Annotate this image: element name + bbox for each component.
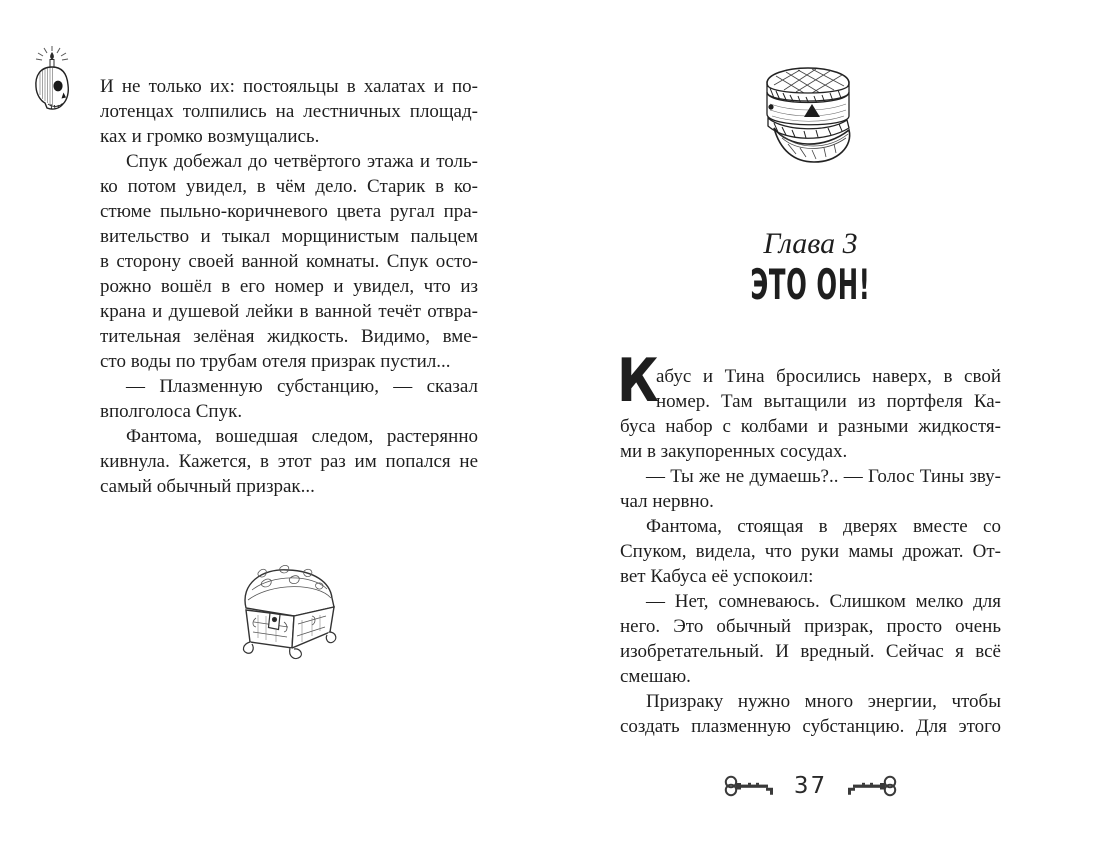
paragraph (620, 689, 1001, 739)
text-line: чал нервно. (620, 491, 714, 512)
text-line: вполголоса Спук. (100, 401, 243, 422)
text-line: ми в закупоренных сосудах. (620, 441, 848, 462)
text-line: номер. Там вытащили из портфеля Ка- (656, 391, 1001, 412)
text-line: ках и громко возмущались. (100, 126, 320, 147)
page-footer (620, 766, 1001, 806)
text-line: Фантома, вошедшая следом, растерянно (126, 426, 478, 447)
text-line: — Плазменную субстанцию, — сказал (126, 376, 478, 397)
text-line: Спук добежал до четвёртого этажа и толь- (126, 151, 478, 172)
text-line: него. Это обычный призрак, просто очень (620, 616, 1001, 637)
text-line: лотенцах толпились на лестничных площад- (100, 101, 478, 122)
text-line: — Ты же не думаешь?.. — Голос Тины зву- (646, 466, 1001, 487)
text-line: тительная зелёная жидкость. Видимо, вме- (100, 326, 478, 347)
paragraph (620, 589, 1001, 689)
paragraph (100, 374, 478, 424)
text-line: И не только их: постояльцы в халатах и по- (100, 76, 478, 97)
text-line: ко потом увидел, в чём дело. Старик в ко- (100, 176, 478, 197)
text-line: самый обычный призрак... (100, 476, 315, 497)
text-line: стюме пыльно-коричневого цвета ругал пра- (100, 201, 478, 222)
text-line: вет Кабуса её успокоил: (620, 566, 814, 587)
text-line: рожно вошёл в его номер и увидел, что из (100, 276, 478, 297)
text-line: смешаю. (620, 666, 691, 687)
text-line: изобретательный. И вредный. Сейчас я всё (620, 641, 1001, 662)
text-line: Спуком, видела, что руки мамы дрожат. От- (620, 541, 1001, 562)
chapter-heading (620, 228, 1001, 307)
text-line: создать плазменную субстанцию. Для этого (620, 716, 1001, 737)
chapter-label: Глава 3 (763, 227, 858, 260)
chapter-title: ЭТО ОН! (750, 260, 871, 309)
text-line: буса набор с колбами и разными жидкостя- (620, 416, 1001, 437)
text-line: Фантома, стоящая в дверях вместе со (646, 516, 1001, 537)
drop-cap: К (617, 346, 659, 416)
bellhop-cap-illustration (754, 60, 866, 174)
text-line: вительство и тыкал морщинистым пальцем (100, 226, 478, 247)
page-number: 37 (793, 773, 828, 799)
text-line: сто воды по трубам отеля призрак пустил... (100, 351, 451, 372)
text-line: крана и душевой лейки в ванной течёт отвра- (100, 301, 478, 322)
left-page-text (100, 74, 478, 499)
key-left-icon (722, 772, 778, 800)
paragraph (620, 514, 1001, 589)
paragraph (100, 424, 478, 499)
key-right-icon (843, 772, 899, 800)
treasure-chest-illustration (228, 558, 350, 664)
text-line: кивнула. Кажется, в этот раз им попался не (100, 451, 478, 472)
text-line: абус и Тина бросились наверх, в свой (656, 366, 1001, 387)
paragraph (100, 149, 478, 374)
paragraph (620, 464, 1001, 514)
skull-candle-icon (29, 45, 75, 115)
text-line: Призраку нужно много энергии, чтобы (646, 691, 1001, 712)
text-line: в сторону своей ванной комнаты. Спук осто- (100, 251, 478, 272)
paragraph (620, 364, 1001, 464)
text-line: — Нет, сомневаюсь. Слишком мелко для (646, 591, 1001, 612)
right-page-text (617, 346, 1001, 739)
paragraph (100, 74, 478, 149)
